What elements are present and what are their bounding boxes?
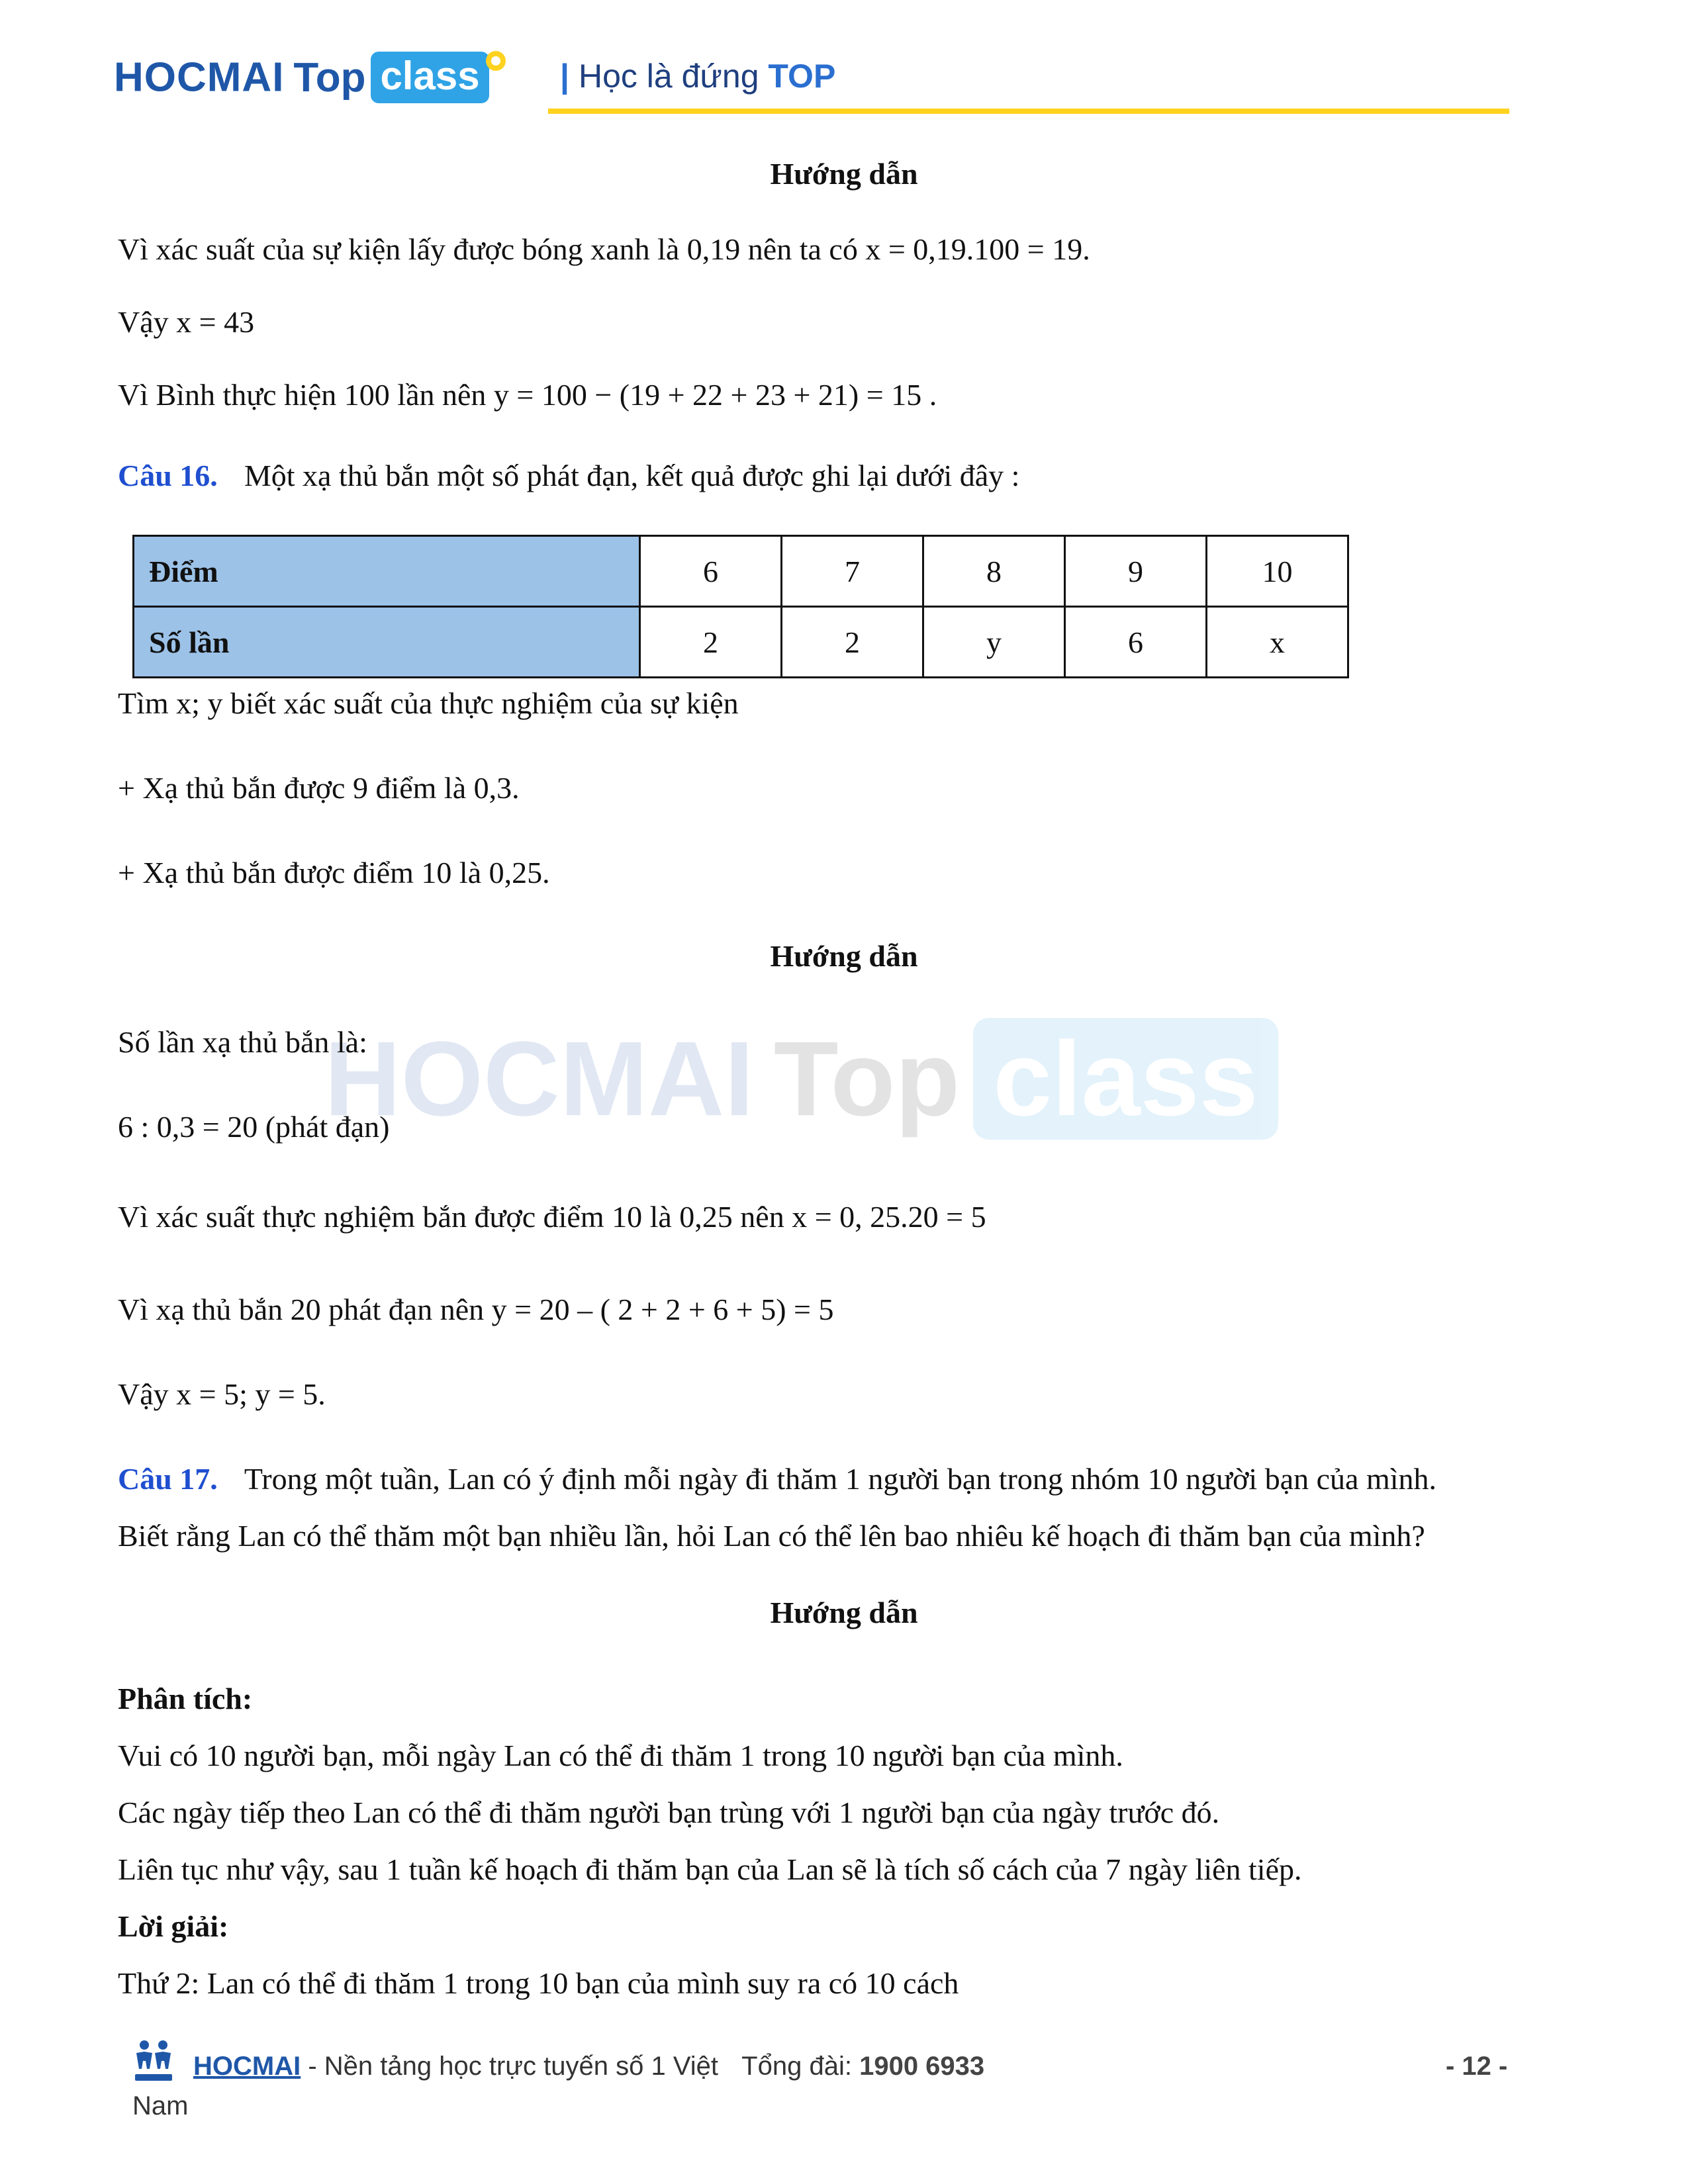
flower-icon [484,49,508,73]
text-line: Vì xác suất của sự kiện lấy được bóng xanh là 0,19 nên ta có x = 0,19.100 = 19. [118,232,1090,266]
table-cell: 10 [1207,536,1348,607]
table-cell: 9 [1065,536,1207,607]
table-cell: 7 [782,536,923,607]
table-cell: y [923,607,1065,678]
analysis-title: Phân tích: [118,1682,253,1715]
text-line: Tìm x; y biết xác suất của thực nghiệm của sự kiện [118,686,739,720]
text-line: Vậy x = 5; y = 5. [118,1377,326,1411]
text-line: Vì xạ thủ bắn 20 phát đạn nên y = 20 – ( 2 + 2 + 6 + 5) = 5 [118,1293,834,1326]
table-cell: 2 [640,607,782,678]
table-cell: 2 [782,607,923,678]
score-table [132,535,1349,678]
question-label: Câu 17. [118,1462,218,1496]
text-line: Số lần xạ thủ bắn là: [118,1025,367,1059]
text-line: Vậy x = 43 [118,305,255,339]
footer-text-cont: Nam [132,2091,189,2120]
text-line: Biết rằng Lan có thể thăm một bạn nhiều lần, hỏi Lan có thể lên bao nhiêu kế hoạch đi thăm bạn của mình? [118,1519,1425,1553]
question-label: Câu 16. [118,459,218,492]
solution-title: Lời giải: [118,1909,229,1943]
table-row [134,536,1348,607]
table-cell: 8 [923,536,1065,607]
text-line: Vui có 10 người bạn, mỗi ngày Lan có thể đi thăm 1 trong 10 người bạn của mình. [118,1739,1123,1772]
page-number: - 12 - [1446,2052,1508,2081]
hocmai-people-icon [132,2038,175,2085]
footer-brand-link[interactable]: HOCMAI [193,2052,301,2081]
section-heading: Hướng dẫn [770,157,918,191]
section-heading: Hướng dẫn [770,1596,918,1629]
table-cell: x [1207,607,1348,678]
text-line: 6 : 0,3 = 20 (phát đạn) [118,1110,390,1144]
text-line: Vì xác suất thực nghiệm bắn được điểm 10 là 0,25 nên x = 0, 25.20 = 5 [118,1200,986,1234]
hocmai-topclass-logo: HOCMAI Top class [114,52,489,111]
watermark: HOCMAI Top class [324,1018,1278,1140]
text-line: + Xạ thủ bắn được điểm 10 là 0,25. [118,856,550,889]
footer-text: HOCMAI - Nền tảng học trực tuyến số 1 Việt Tổng đài: 1900 6933 [193,2052,985,2081]
section-heading: Hướng dẫn [770,939,918,973]
question-17: Câu 17. Trong một tuần, Lan có ý định mỗi ngày đi thăm 1 người bạn trong nhóm 10 người bạn của mình. [118,1462,1436,1496]
table-cell: 6 [1065,607,1207,678]
header-rule [548,109,1509,114]
question-16: Câu 16. Một xạ thủ bắn một số phát đạn, kết quả được ghi lại dưới đây : [118,459,1020,492]
table-header-cell: Điểm [134,536,640,607]
table-header-cell: Số lần [134,607,640,678]
text-line: Các ngày tiếp theo Lan có thể đi thăm người bạn trùng với 1 người bạn của ngày trước đó. [118,1796,1220,1829]
text-line: Vì Bình thực hiện 100 lần nên y = 100 − (19 + 22 + 23 + 21) = 15 . [118,378,937,412]
table-row [134,607,1348,678]
text-line: Thứ 2: Lan có thể đi thăm 1 trong 10 bạn của mình suy ra có 10 cách [118,1966,959,2000]
text-line: Liên tục như vậy, sau 1 tuần kế hoạch đi thăm bạn của Lan sẽ là tích số cách của 7 ngày liên tiếp. [118,1852,1302,1886]
text-line: + Xạ thủ bắn được 9 điểm là 0,3. [118,771,520,805]
table-cell: 6 [640,536,782,607]
header-tagline: | Học là đứng TOP [560,58,836,95]
hotline: 1900 6933 [859,2052,985,2081]
